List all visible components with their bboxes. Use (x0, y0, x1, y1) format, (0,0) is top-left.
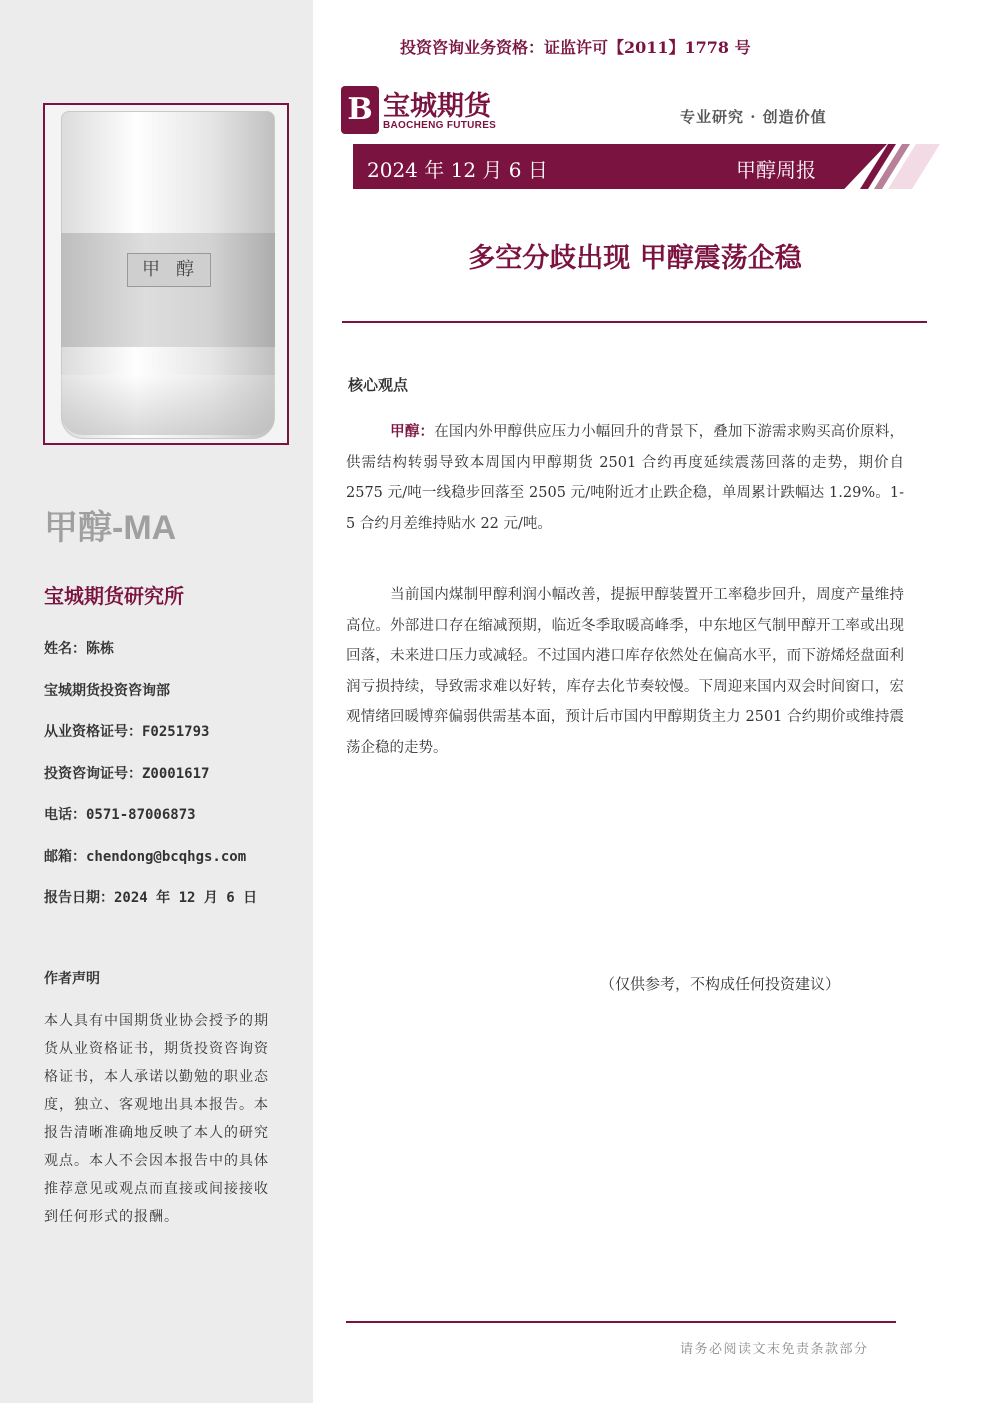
slogan: 专业研究 · 创造价值 (680, 108, 827, 126)
license-notice: 投资咨询业务资格：证监许可【2011】1778 号 (400, 38, 751, 57)
sidebar (0, 0, 313, 1403)
banner-stripes-decoration (860, 144, 940, 189)
author-email: 邮箱：chendong@bcqhgs.com (44, 848, 247, 865)
paragraph-1 (346, 417, 904, 539)
banner-date: 2024 年 12 月 6 日 (367, 158, 548, 182)
logo-name-cn: 宝城期货 (383, 91, 491, 122)
author-department: 宝城期货投资咨询部 (44, 682, 170, 699)
logo-name-en: BAOCHENG FUTURES (383, 120, 497, 131)
institute-name: 宝城期货研究所 (44, 584, 184, 608)
company-logo (341, 84, 511, 138)
author-qualification-id: 从业资格证号：F0251793 (44, 724, 210, 740)
paragraph-1-text: 在国内外甲醇供应压力小幅回升的背景下，叠加下游需求购买高价原料，供需结构转弱导致本周国内甲醇期货 2501 合约再度延续震荡回落的走势，期价自 2575 元/吨一线稳步回落至 2505 元/吨附近才止跌企稳，单周累计跌幅达 1.29%。1-5 合约月差维持贴水 22 元/吨。 (346, 424, 905, 532)
product-name: 甲醇-MA (44, 509, 177, 547)
paragraph-1-lead: 甲醇： (390, 423, 435, 440)
report-date: 报告日期：2024 年 12 月 6 日 (44, 890, 258, 906)
disclaimer: （仅供参考，不构成任何投资建议） (600, 975, 841, 993)
title-divider (342, 321, 927, 323)
beaker-base (61, 375, 275, 435)
paragraph-2-text: 当前国内煤制甲醇利润小幅改善，提振甲醇装置开工率稳步回升，周度产量维持高位。外部进口存在缩减预期，临近冬季取暖高峰季，中东地区气制甲醇开工率或出现回落，未来进口压力或减轻。不过国内港口库存依然处在偏高水平，而下游烯烃盘面利润亏损持续，导致需求难以好转，库存去化节奏较慢。下周迎来国内双会时间窗口，宏观情绪回暖博弈偏弱供需基本面，预计后市国内甲醇期货主力 2501 合约期价或维持震荡企稳的走势。 (346, 587, 904, 756)
banner-report-type: 甲醇周报 (736, 158, 816, 182)
beaker-label: 甲醇 (127, 253, 211, 287)
footer-divider (346, 1321, 896, 1323)
report-title: 多空分歧出现 甲醇震荡企稳 (468, 243, 802, 274)
paragraph-2 (346, 580, 904, 763)
declaration-title: 作者声明 (44, 971, 100, 987)
author-info (44, 638, 304, 929)
author-consulting-id: 投资咨询证号：Z0001617 (44, 765, 210, 782)
section-title: 核心观点 (348, 376, 409, 394)
methanol-beaker-photo (43, 103, 289, 445)
beaker-liquid (61, 233, 275, 347)
author-phone: 电话：0571-87006873 (44, 807, 196, 823)
footer-note: 请务必阅读文末免责条款部分 (680, 1342, 869, 1357)
author-name: 姓名：陈栋 (44, 641, 114, 657)
logo-mark-icon: B (341, 86, 379, 134)
declaration-text: 本人具有中国期货业协会授予的期货从业资格证书，期货投资咨询资格证书，本人承诺以勤勉的职业态度，独立、客观地出具本报告。本报告清晰准确地反映了本人的研究观点。本人不会因本报告中的具体推荐意见或观点而直接或间接接收到任何形式的报酬。 (44, 1013, 269, 1225)
